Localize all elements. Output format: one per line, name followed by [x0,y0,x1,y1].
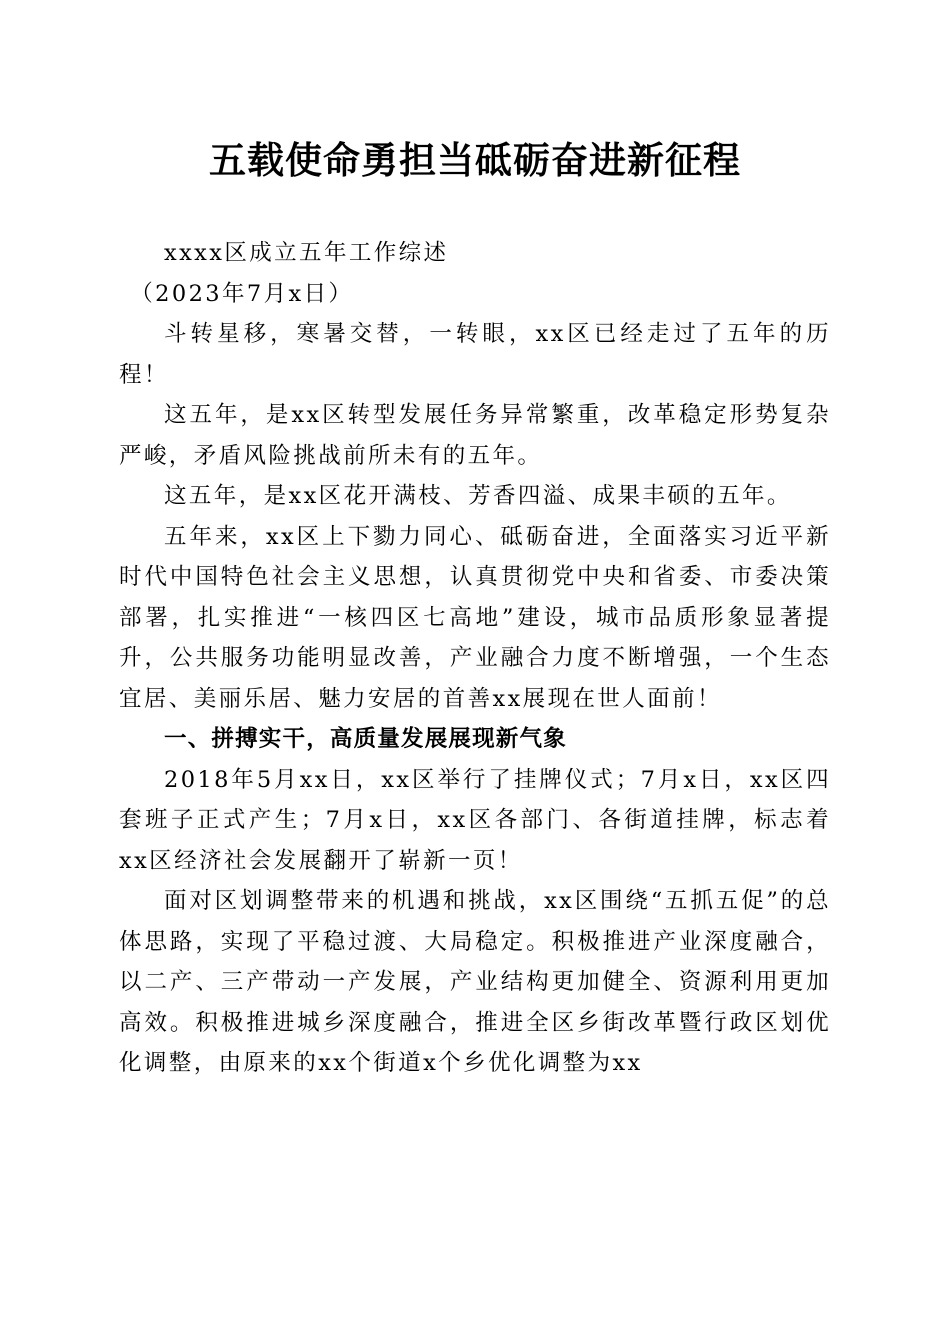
paragraph: 2018年5月xx日，xx区举行了挂牌仪式；7月x日，xx区四套班子正式产生；7月x日，xx区各部门、各街道挂牌，标志着xx区经济社会发展翻开了崭新一页！ [119,766,831,874]
paragraph: 斗转星移，寒暑交替，一转眼，xx区已经走过了五年的历程！ [119,321,831,388]
document-title: 五载使命勇担当砥砺奋进新征程 [209,138,741,182]
document-subtitle: xxxx区成立五年工作综述 [164,240,449,266]
paragraph: 面对区划调整带来的机遇和挑战，xx区围绕“五抓五促”的总体思路，实现了平稳过渡、大局稳定。积极推进产业深度融合，以二产、三产带动一产发展，产业结构更加健全、资源利用更加高效。积极推进城乡深度融合，推进全区乡街改革暨行政区划优化调整，由原来的xx个街道x个乡优化调整为xx [119,888,831,1076]
section-heading: 一、拼搏实干，高质量发展展现新气象 [164,726,567,752]
paragraph: 这五年，是xx区转型发展任务异常繁重，改革稳定形势复杂严峻，矛盾风险挑战前所未有的五年。 [119,402,831,469]
paragraph: 这五年，是xx区花开满枝、芳香四溢、成果丰硕的五年。 [164,483,792,509]
document-body [119,233,831,1084]
paragraph: 五年来，xx区上下勠力同心、砥砺奋进，全面落实习近平新时代中国特色社会主义思想，认真贯彻党中央和省委、市委决策部署，扎实推进“一核四区七高地”建设，城市品质形象显著提升，公共服务功能明显改善，产业融合力度不断增强，一个生态宜居、美丽乐居、魅力安居的首善xx展现在世人面前！ [119,523,831,712]
document-date: （2023年7月x日） [130,280,354,307]
